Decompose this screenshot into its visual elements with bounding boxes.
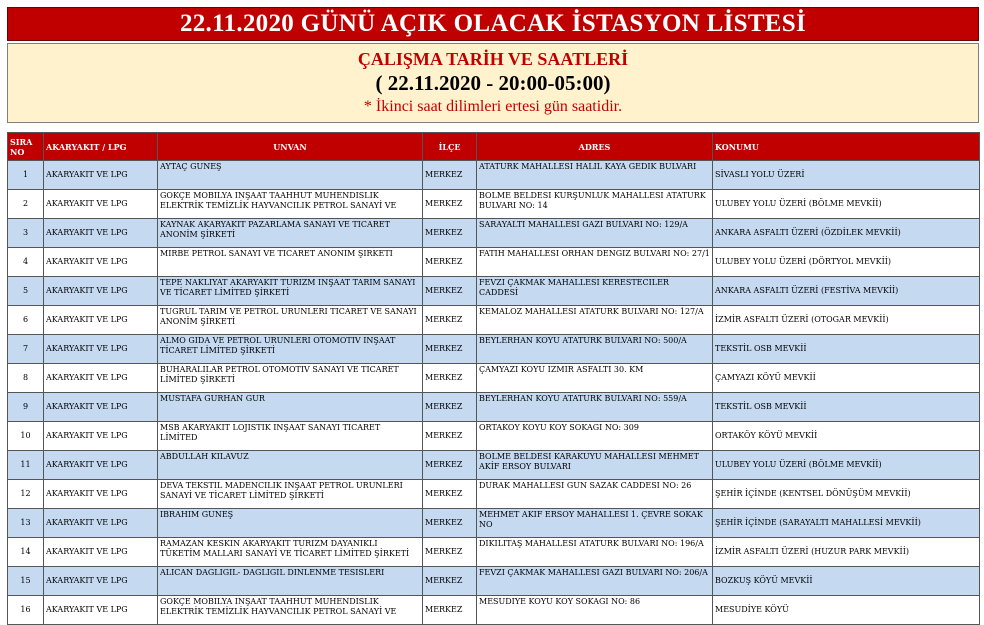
- fuel-type-cell: AKARYAKIT VE LPG: [44, 480, 158, 509]
- company-name-cell: [158, 596, 423, 625]
- address-cell-text: BÖLME BELDESİ KURŞUNLUK MAHALLESİ ATATÜRK BULVARI NO: 14: [479, 191, 706, 210]
- location-cell: İZMİR ASFALTI ÜZERİ (HUZUR PARK MEVKİİ): [713, 538, 980, 567]
- row-number-cell: 7: [8, 335, 44, 364]
- table-row: [8, 364, 980, 393]
- address-cell-text: KEMALÖZ MAHALLESİ ATATÜRK BULVARI NO: 127/A: [479, 307, 704, 316]
- fuel-type-cell: AKARYAKIT VE LPG: [44, 364, 158, 393]
- district-cell: MERKEZ: [423, 509, 477, 538]
- district-cell: MERKEZ: [423, 248, 477, 277]
- location-cell: ŞEHİR İÇİNDE (KENTSEL DÖNÜŞÜM MEVKİİ): [713, 480, 980, 509]
- address-cell-text: MESUDİYE KÖYÜ KÖY SOKAĞI NO: 86: [479, 597, 641, 606]
- fuel-type-cell: AKARYAKIT VE LPG: [44, 219, 158, 248]
- table-row: [8, 480, 980, 509]
- page-title: 22.11.2020 GÜNÜ AÇIK OLACAK İSTASYON LİSTESİ: [7, 7, 979, 41]
- row-number-cell: 6: [8, 306, 44, 335]
- company-name-cell-text: MSB AKARYAKIT LOJİSTİK İNŞAAT SANAYİ TİCARET LİMİTED: [160, 423, 381, 442]
- fuel-type-cell: AKARYAKIT VE LPG: [44, 248, 158, 277]
- district-cell: MERKEZ: [423, 422, 477, 451]
- address-cell-text: ATATÜRK MAHALLESİ HALİL KAYA GEDİK BULVARI: [479, 162, 697, 171]
- schedule-period: ( 22.11.2020 - 20:00-05:00): [375, 71, 611, 95]
- row-number-cell: 3: [8, 219, 44, 248]
- company-name-cell: [158, 393, 423, 422]
- location-cell: SİVASLI YOLU ÜZERİ: [713, 161, 980, 190]
- table-row: [8, 219, 980, 248]
- location-cell: MESUDİYE KÖYÜ: [713, 596, 980, 625]
- address-cell: [477, 248, 713, 277]
- table-row: [8, 161, 980, 190]
- company-name-cell-text: ABDULLAH KILAVUZ: [160, 452, 249, 461]
- address-cell-text: BEYLERHAN KÖYÜ ATATÜRK BULVARI NO: 500/A: [479, 336, 687, 345]
- row-number-cell: 5: [8, 277, 44, 306]
- company-name-cell-text: DEVA TEKSTİL MADENCİLİK İNŞAAT PETROL ÜRÜNLERİ SANAYİ VE TİCARET LİMİTED ŞİRKETİ: [160, 481, 403, 500]
- company-name-cell-text: MİRBE PETROL SANAYİ VE TİCARET ANONİM ŞİRKETİ: [160, 249, 393, 258]
- location-cell: BOZKUŞ KÖYÜ MEVKİİ: [713, 567, 980, 596]
- table-body: [8, 161, 980, 625]
- company-name-cell: [158, 451, 423, 480]
- address-cell: [477, 190, 713, 219]
- company-name-cell-text: TUĞRUL TARIM VE PETROL ÜRÜNLERİ TİCARET VE SANAYİ ANONİM ŞİRKETİ: [160, 307, 417, 326]
- address-cell: [477, 567, 713, 596]
- fuel-type-cell: AKARYAKIT VE LPG: [44, 538, 158, 567]
- table-row: [8, 248, 980, 277]
- address-cell: [477, 509, 713, 538]
- table-row: [8, 422, 980, 451]
- schedule-heading: ÇALIŞMA TARİH VE SAATLERİ: [357, 49, 629, 69]
- fuel-type-cell: AKARYAKIT VE LPG: [44, 509, 158, 538]
- table-row: [8, 451, 980, 480]
- company-name-cell-text: KAYNAK AKARYAKIT PAZARLAMA SANAYİ VE TİCARET ANONİM ŞİRKETİ: [160, 220, 390, 239]
- company-name-cell-text: TEPE NAKLİYAT AKARYAKIT TURİZM İNŞAAT TARIM SANAYİ VE TİCARET LİMİTED ŞİRKETİ: [160, 278, 416, 297]
- row-number-cell: 13: [8, 509, 44, 538]
- company-name-cell: [158, 422, 423, 451]
- address-cell-text: SARAYALTI MAHALLESİ GAZİ BULVARI NO: 129/A: [479, 220, 688, 229]
- district-cell: MERKEZ: [423, 190, 477, 219]
- address-cell: [477, 422, 713, 451]
- company-name-cell-text: BUHARALILAR PETROL OTOMOTİV SANAYİ VE TİCARET LİMİTED ŞİRKETİ: [160, 365, 399, 384]
- table-row: [8, 277, 980, 306]
- address-cell: [477, 596, 713, 625]
- address-cell: [477, 364, 713, 393]
- row-number-cell: 1: [8, 161, 44, 190]
- company-name-cell: [158, 219, 423, 248]
- company-name-cell-text: MUSTAFA GÜRHAN GÜR: [160, 394, 265, 403]
- table-row: [8, 393, 980, 422]
- row-number-cell: 12: [8, 480, 44, 509]
- address-cell-text: FEVZİ ÇAKMAK MAHALLESİ GAZİ BULVARI NO: 206/A: [479, 568, 708, 577]
- location-cell: ULUBEY YOLU ÜZERİ (DÖRTYOL MEVKİİ): [713, 248, 980, 277]
- schedule-info-box: [7, 43, 979, 123]
- fuel-type-cell: AKARYAKIT VE LPG: [44, 277, 158, 306]
- row-number-cell: 9: [8, 393, 44, 422]
- location-cell: ANKARA ASFALTI ÜZERİ (FESTİVA MEVKİİ): [713, 277, 980, 306]
- address-cell: [477, 393, 713, 422]
- schedule-note: * İkinci saat dilimleri ertesi gün saatidir.: [363, 98, 623, 115]
- address-cell: [477, 219, 713, 248]
- fuel-type-cell: AKARYAKIT VE LPG: [44, 451, 158, 480]
- address-cell-text: FATİH MAHALLESİ ORHAN DENGİZ BULVARI NO: 27/1: [479, 249, 710, 258]
- company-name-cell: [158, 538, 423, 567]
- station-table: [7, 132, 980, 625]
- company-name-cell-text: İBRAHİM GÜNEŞ: [160, 510, 234, 519]
- district-cell: MERKEZ: [423, 364, 477, 393]
- fuel-type-cell: AKARYAKIT VE LPG: [44, 422, 158, 451]
- address-cell: [477, 451, 713, 480]
- location-cell: İZMİR ASFALTI ÜZERİ (OTOGAR MEVKİİ): [713, 306, 980, 335]
- company-name-cell: [158, 509, 423, 538]
- location-cell: TEKSTİL OSB MEVKİİ: [713, 335, 980, 364]
- location-cell: ULUBEY YOLU ÜZERİ (BÖLME MEVKİİ): [713, 451, 980, 480]
- district-cell: MERKEZ: [423, 161, 477, 190]
- row-number-cell: 16: [8, 596, 44, 625]
- address-cell-text: ÇAMYAZI KÖYÜ İZMİR ASFALTI 30. KM: [479, 365, 644, 374]
- company-name-cell: [158, 335, 423, 364]
- district-cell: MERKEZ: [423, 219, 477, 248]
- address-cell: [477, 335, 713, 364]
- fuel-type-cell: AKARYAKIT VE LPG: [44, 596, 158, 625]
- address-cell: [477, 480, 713, 509]
- location-cell: ÇAMYAZI KÖYÜ MEVKİİ: [713, 364, 980, 393]
- column-header-akaryakit: AKARYAKIT / LPG: [44, 133, 158, 161]
- location-cell: ŞEHİR İÇİNDE (SARAYALTI MAHALLESİ MEVKİİ): [713, 509, 980, 538]
- company-name-cell: [158, 306, 423, 335]
- column-header-konumu: KONUMU: [713, 133, 980, 161]
- table-row: [8, 596, 980, 625]
- address-cell: [477, 161, 713, 190]
- row-number-cell: 15: [8, 567, 44, 596]
- table-row: [8, 538, 980, 567]
- location-cell: TEKSTİL OSB MEVKİİ: [713, 393, 980, 422]
- address-cell: [477, 277, 713, 306]
- table-row: [8, 190, 980, 219]
- table-row: [8, 335, 980, 364]
- table-header-row: [8, 133, 980, 161]
- fuel-type-cell: AKARYAKIT VE LPG: [44, 190, 158, 219]
- location-cell: ANKARA ASFALTI ÜZERİ (ÖZDİLEK MEVKİİ): [713, 219, 980, 248]
- address-cell-text: FEVZİ ÇAKMAK MAHALLESİ KERESTECİLER CADDESİ: [479, 278, 669, 297]
- address-cell: [477, 306, 713, 335]
- address-cell: [477, 538, 713, 567]
- district-cell: MERKEZ: [423, 277, 477, 306]
- fuel-type-cell: AKARYAKIT VE LPG: [44, 567, 158, 596]
- company-name-cell-text: RAMAZAN KESKİN AKARYAKIT TURİZM DAYANIKLI TÜKETİM MALLARI SANAYİ VE TİCARET LİMİTED ŞİRKETİ: [160, 539, 410, 558]
- row-number-cell: 2: [8, 190, 44, 219]
- row-number-cell: 4: [8, 248, 44, 277]
- column-header-sira: SIRA NO: [8, 133, 44, 161]
- company-name-cell-text: AYTAÇ GÜNEŞ: [160, 162, 222, 171]
- fuel-type-cell: AKARYAKIT VE LPG: [44, 161, 158, 190]
- district-cell: MERKEZ: [423, 451, 477, 480]
- address-cell-text: DURAK MAHALLESİ GÜN SAZAK CADDESİ NO: 26: [479, 481, 692, 490]
- district-cell: MERKEZ: [423, 567, 477, 596]
- company-name-cell-text: ALİCAN DAĞLIGİL- DAĞLIGİL DİNLENME TESİSLERİ: [160, 568, 385, 577]
- address-cell-text: BÖLME BELDESİ KARAKUYU MAHALLESİ MEHMET AKİF ERSOY BULVARI: [479, 452, 699, 471]
- column-header-adres: ADRES: [477, 133, 713, 161]
- company-name-cell-text: GÖKÇE MOBİLYA İNŞAAT TAAHHÜT MÜHENDİSLİK ELEKTRİK TEMİZLİK HAYVANCILIK PETROL SANAYİ VE: [160, 191, 397, 210]
- fuel-type-cell: AKARYAKIT VE LPG: [44, 306, 158, 335]
- company-name-cell: [158, 364, 423, 393]
- address-cell-text: ORTAKÖY KÖYÜ KÖY SOKAĞI NO: 309: [479, 423, 639, 432]
- district-cell: MERKEZ: [423, 596, 477, 625]
- table-row: [8, 306, 980, 335]
- row-number-cell: 10: [8, 422, 44, 451]
- district-cell: MERKEZ: [423, 335, 477, 364]
- address-cell-text: BEYLERHAN KÖYÜ ATATÜRK BULVARI NO: 559/A: [479, 394, 687, 403]
- company-name-cell: [158, 190, 423, 219]
- company-name-cell: [158, 480, 423, 509]
- row-number-cell: 14: [8, 538, 44, 567]
- district-cell: MERKEZ: [423, 538, 477, 567]
- location-cell: ULUBEY YOLU ÜZERİ (BÖLME MEVKİİ): [713, 190, 980, 219]
- district-cell: MERKEZ: [423, 480, 477, 509]
- table-row: [8, 567, 980, 596]
- row-number-cell: 11: [8, 451, 44, 480]
- location-cell: ORTAKÖY KÖYÜ MEVKİİ: [713, 422, 980, 451]
- district-cell: MERKEZ: [423, 393, 477, 422]
- column-header-ilce: İLÇE: [423, 133, 477, 161]
- column-header-unvan: UNVAN: [158, 133, 423, 161]
- row-number-cell: 8: [8, 364, 44, 393]
- company-name-cell: [158, 567, 423, 596]
- company-name-cell-text: GÖKÇE MOBİLYA İNŞAAT TAAHHÜT MÜHENDİSLİK ELEKTRİK TEMİZLİK HAYVANCILIK PETROL SANAYİ VE: [160, 597, 397, 616]
- table-row: [8, 509, 980, 538]
- company-name-cell: [158, 277, 423, 306]
- company-name-cell: [158, 248, 423, 277]
- company-name-cell: [158, 161, 423, 190]
- address-cell-text: DİKİLİTAŞ MAHALLESİ ATATÜRK BULVARI NO: 196/A: [479, 539, 704, 548]
- district-cell: MERKEZ: [423, 306, 477, 335]
- fuel-type-cell: AKARYAKIT VE LPG: [44, 393, 158, 422]
- fuel-type-cell: AKARYAKIT VE LPG: [44, 335, 158, 364]
- company-name-cell-text: ALMO GIDA VE PETROL ÜRÜNLERİ OTOMOTİV İNŞAAT TİCARET LİMİTED ŞİRKETİ: [160, 336, 396, 355]
- address-cell-text: MEHMET AKİF ERSOY MAHALLESİ 1. ÇEVRE SOKAK NO: [479, 510, 703, 529]
